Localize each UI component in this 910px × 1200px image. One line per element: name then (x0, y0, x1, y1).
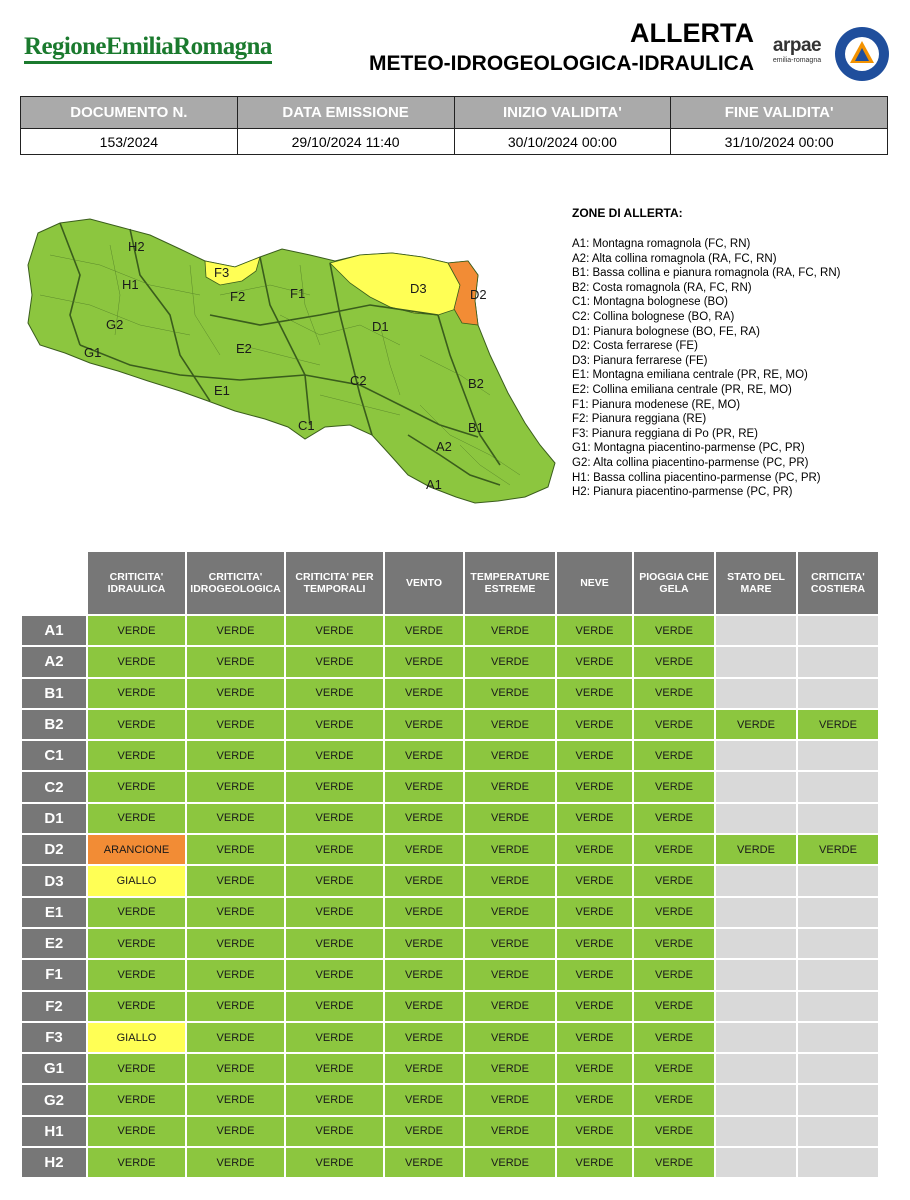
alert-level-cell: VERDE (286, 1148, 383, 1177)
zone-row-header: F2 (22, 992, 86, 1021)
alert-level-cell: VERDE (187, 1023, 284, 1052)
alert-level-cell: VERDE (286, 960, 383, 989)
zone-row-header: F3 (22, 1023, 86, 1052)
doc-number-header: DOCUMENTO N. (21, 97, 238, 129)
alert-level-cell: VERDE (557, 1054, 632, 1083)
zone-legend-item: H1: Bassa collina piacentino-parmense (PC, PR) (572, 471, 821, 484)
zone-row-header: B2 (22, 710, 86, 739)
zone-row-header: E1 (22, 898, 86, 927)
zone-legend-item: B1: Bassa collina e pianura romagnola (RA, FC, RN) (572, 267, 841, 280)
grid-column-header: PIOGGIA CHE GELA (634, 552, 714, 614)
alert-level-cell (798, 929, 878, 958)
alert-level-cell: VERDE (465, 898, 555, 927)
regione-logo (20, 30, 270, 66)
alert-level-cell: VERDE (88, 960, 185, 989)
map-label-c1: C1 (298, 418, 315, 433)
alert-level-cell (798, 1117, 878, 1146)
alert-level-cell: VERDE (634, 1085, 714, 1114)
map-label-h2: H2 (128, 239, 145, 254)
alert-level-cell: VERDE (88, 772, 185, 801)
alert-level-cell: VERDE (634, 1148, 714, 1177)
alert-level-cell (716, 772, 796, 801)
alert-level-cell: VERDE (465, 1117, 555, 1146)
alert-level-cell: VERDE (465, 835, 555, 864)
alert-level-cell (798, 647, 878, 676)
zone-legend-item: D1: Pianura bolognese (BO, FE, RA) (572, 325, 760, 338)
alert-level-cell (798, 898, 878, 927)
alert-level-cell: VERDE (385, 835, 463, 864)
alert-level-cell: VERDE (286, 898, 383, 927)
alert-level-cell: VERDE (385, 1148, 463, 1177)
zone-legend-item: G2: Alta collina piacentino-parmense (PC, PR) (572, 456, 809, 469)
valid-from-value: 30/10/2024 00:00 (454, 129, 671, 155)
zone-row-header: H2 (22, 1148, 86, 1177)
map-label-b2: B2 (468, 376, 484, 391)
alert-level-cell: VERDE (716, 835, 796, 864)
alert-level-cell: VERDE (798, 710, 878, 739)
grid-column-header: STATO DEL MARE (716, 552, 796, 614)
alert-level-cell: VERDE (557, 804, 632, 833)
alert-level-cell: VERDE (286, 1085, 383, 1114)
alert-level-cell (798, 1085, 878, 1114)
alert-level-cell: VERDE (286, 866, 383, 895)
alert-level-cell: VERDE (634, 1023, 714, 1052)
alert-level-cell: VERDE (88, 1085, 185, 1114)
alert-level-cell: VERDE (187, 679, 284, 708)
alert-level-cell: VERDE (634, 741, 714, 770)
alert-level-cell: VERDE (634, 1054, 714, 1083)
alert-level-cell: VERDE (465, 929, 555, 958)
alert-level-cell: VERDE (286, 772, 383, 801)
alert-level-cell (716, 616, 796, 645)
map-label-d1: D1 (372, 319, 389, 334)
alert-level-cell (798, 804, 878, 833)
grid-column-header: TEMPERATURE ESTREME (465, 552, 555, 614)
alert-level-cell (716, 960, 796, 989)
alert-level-cell (716, 929, 796, 958)
table-row (22, 929, 878, 958)
alert-level-cell: VERDE (465, 866, 555, 895)
alert-level-cell: VERDE (286, 710, 383, 739)
alert-level-cell: VERDE (557, 898, 632, 927)
alert-level-cell: VERDE (385, 960, 463, 989)
alert-level-cell: VERDE (465, 741, 555, 770)
grid-column-header: CRITICITA' COSTIERA (798, 552, 878, 614)
alert-level-cell: VERDE (634, 772, 714, 801)
alert-level-cell: VERDE (634, 960, 714, 989)
zone-row-header: C1 (22, 741, 86, 770)
alert-level-cell: VERDE (557, 710, 632, 739)
zone-legend-item: G1: Montagna piacentino-parmense (PC, PR) (572, 442, 805, 455)
alert-level-cell: VERDE (557, 679, 632, 708)
alert-level-cell: VERDE (286, 992, 383, 1021)
alert-level-cell (716, 804, 796, 833)
alert-level-cell: VERDE (187, 992, 284, 1021)
alert-level-cell (798, 1054, 878, 1083)
alert-level-cell (716, 1054, 796, 1083)
grid-column-header: VENTO (385, 552, 463, 614)
zone-row-header: G1 (22, 1054, 86, 1083)
alert-level-cell: VERDE (557, 616, 632, 645)
valid-from-header: INIZIO VALIDITA' (454, 97, 671, 129)
zone-row-header: D1 (22, 804, 86, 833)
alert-level-cell: VERDE (557, 866, 632, 895)
alert-grid (20, 550, 880, 1179)
zone-row-header: C2 (22, 772, 86, 801)
alert-level-cell: VERDE (634, 679, 714, 708)
zone-row-header: A1 (22, 616, 86, 645)
table-row (22, 866, 878, 895)
map-label-e1: E1 (214, 383, 230, 398)
table-row (22, 741, 878, 770)
table-row (22, 616, 878, 645)
civil-protection-logo-icon (834, 26, 890, 82)
alert-level-cell: VERDE (385, 898, 463, 927)
alert-level-cell: VERDE (557, 647, 632, 676)
alert-level-cell: VERDE (557, 960, 632, 989)
doc-number-value: 153/2024 (21, 129, 238, 155)
map-label-g2: G2 (106, 317, 124, 332)
page-title: ALLERTA (630, 18, 754, 48)
alert-level-cell: VERDE (286, 616, 383, 645)
alert-level-cell (798, 772, 878, 801)
alert-level-cell (716, 1085, 796, 1114)
zone-legend-item: C2: Collina bolognese (BO, RA) (572, 310, 735, 323)
alert-level-cell: VERDE (286, 1054, 383, 1083)
alert-level-cell (798, 866, 878, 895)
map-label-f1: F1 (290, 286, 306, 301)
zone-legend-item: E2: Collina emiliana centrale (PR, RE, MO) (572, 383, 792, 396)
zone-legend-item: F1: Pianura modenese (RE, MO) (572, 398, 741, 411)
alert-level-cell: ARANCIONE (88, 835, 185, 864)
map-label-b1: B1 (468, 420, 484, 435)
alert-level-cell (716, 1148, 796, 1177)
alert-level-cell: VERDE (465, 804, 555, 833)
map-label-e2: E2 (236, 341, 252, 356)
arpae-name: arpae (772, 35, 822, 56)
alert-level-cell: VERDE (465, 1085, 555, 1114)
alert-level-cell (798, 992, 878, 1021)
alert-level-cell: VERDE (286, 1117, 383, 1146)
alert-level-cell: VERDE (385, 1117, 463, 1146)
zone-legend-item: D3: Pianura ferrarese (FE) (572, 354, 708, 367)
zone-legend-item: F3: Pianura reggiana di Po (PR, RE) (572, 427, 759, 440)
alert-level-cell: VERDE (465, 960, 555, 989)
alert-level-cell: VERDE (716, 710, 796, 739)
alert-level-cell: VERDE (385, 804, 463, 833)
zone-legend-item: D2: Costa ferrarese (FE) (572, 340, 698, 353)
alert-level-cell: VERDE (286, 647, 383, 676)
alert-level-cell: VERDE (385, 679, 463, 708)
issue-date-value: 29/10/2024 11:40 (237, 129, 454, 155)
alert-level-cell (798, 1023, 878, 1052)
alert-level-cell: VERDE (187, 929, 284, 958)
alert-level-cell: VERDE (88, 992, 185, 1021)
zone-row-header: A2 (22, 647, 86, 676)
alert-level-cell: VERDE (187, 710, 284, 739)
alert-level-cell (716, 992, 796, 1021)
alert-level-cell: VERDE (88, 647, 185, 676)
alert-level-cell: VERDE (88, 898, 185, 927)
grid-column-header: CRITICITA' IDRAULICA (88, 552, 185, 614)
zone-row-header: G2 (22, 1085, 86, 1114)
alert-level-cell: VERDE (634, 866, 714, 895)
page-subtitle: METEO-IDROGEOLOGICA-IDRAULICA (369, 52, 754, 75)
alert-level-cell: VERDE (286, 1023, 383, 1052)
alert-level-cell: VERDE (557, 1148, 632, 1177)
table-row (22, 1148, 878, 1177)
map-label-h1: H1 (122, 277, 139, 292)
zone-row-header: F1 (22, 960, 86, 989)
alert-level-cell: VERDE (634, 835, 714, 864)
alert-level-cell: VERDE (465, 647, 555, 676)
alert-level-cell: VERDE (385, 1023, 463, 1052)
map-label-f2: F2 (230, 289, 246, 304)
alert-level-cell (716, 1117, 796, 1146)
alert-level-cell: VERDE (385, 992, 463, 1021)
regione-logo-text: RegioneEmiliaRomagna (24, 33, 272, 64)
alert-level-cell: VERDE (634, 992, 714, 1021)
alert-level-cell: VERDE (286, 741, 383, 770)
table-row (22, 992, 878, 1021)
map-label-a1: A1 (426, 477, 442, 492)
alert-level-cell: VERDE (187, 772, 284, 801)
alert-level-cell: VERDE (557, 741, 632, 770)
table-row (22, 1085, 878, 1114)
alert-level-cell: VERDE (286, 929, 383, 958)
zone-row-header: H1 (22, 1117, 86, 1146)
alert-level-cell: VERDE (385, 647, 463, 676)
table-row (22, 647, 878, 676)
alert-level-cell: VERDE (634, 804, 714, 833)
alert-level-cell: VERDE (187, 1148, 284, 1177)
alert-level-cell: VERDE (187, 1085, 284, 1114)
zone-legend-item: E1: Montagna emiliana centrale (PR, RE, MO) (572, 369, 808, 382)
alert-level-cell: VERDE (798, 835, 878, 864)
alert-level-cell: VERDE (385, 741, 463, 770)
alert-level-cell: VERDE (187, 647, 284, 676)
table-row (22, 1117, 878, 1146)
alert-level-cell: VERDE (385, 1085, 463, 1114)
map-region-shape (28, 219, 555, 503)
alert-level-cell: VERDE (187, 1117, 284, 1146)
alert-level-cell: VERDE (88, 1148, 185, 1177)
zone-legend-item: C1: Montagna bolognese (BO) (572, 296, 728, 309)
alert-level-cell (716, 1023, 796, 1052)
zones-legend-title: ZONE DI ALLERTA: (572, 206, 683, 220)
alert-level-cell (716, 679, 796, 708)
table-row (22, 835, 878, 864)
alert-level-cell: VERDE (187, 866, 284, 895)
alert-level-cell: VERDE (286, 679, 383, 708)
map-label-a2: A2 (436, 439, 452, 454)
alert-level-cell: VERDE (187, 1054, 284, 1083)
grid-corner (22, 552, 86, 614)
zones-legend-list (572, 237, 902, 500)
alert-level-cell (798, 1148, 878, 1177)
alert-level-cell (716, 741, 796, 770)
alert-level-cell: VERDE (634, 898, 714, 927)
table-row (22, 898, 878, 927)
alert-level-cell: VERDE (187, 741, 284, 770)
alert-level-cell: VERDE (187, 898, 284, 927)
alert-zones-map (20, 205, 565, 515)
zone-row-header: D2 (22, 835, 86, 864)
map-label-d2: D2 (470, 287, 487, 302)
map-label-g1: G1 (84, 345, 102, 360)
table-row (22, 960, 878, 989)
zone-legend-item: B2: Costa romagnola (RA, FC, RN) (572, 281, 752, 294)
alert-level-cell: VERDE (465, 710, 555, 739)
alert-level-cell: VERDE (634, 616, 714, 645)
alert-level-cell (798, 679, 878, 708)
alert-level-cell: VERDE (634, 929, 714, 958)
valid-to-value: 31/10/2024 00:00 (671, 129, 888, 155)
alert-level-cell: VERDE (385, 929, 463, 958)
alert-level-cell: VERDE (187, 960, 284, 989)
alert-level-cell: VERDE (465, 616, 555, 645)
arpae-sub: emilia-romagna (772, 57, 822, 64)
alert-level-cell: VERDE (465, 1148, 555, 1177)
alert-level-cell: VERDE (88, 679, 185, 708)
alert-level-cell: VERDE (634, 710, 714, 739)
alert-level-cell: VERDE (465, 679, 555, 708)
alert-level-cell: VERDE (557, 929, 632, 958)
zones-legend (572, 206, 902, 500)
alert-level-cell: VERDE (557, 1085, 632, 1114)
alert-level-cell: VERDE (465, 1023, 555, 1052)
map-label-d3: D3 (410, 281, 427, 296)
alert-level-cell: GIALLO (88, 866, 185, 895)
table-row (22, 804, 878, 833)
zone-legend-item: F2: Pianura reggiana (RE) (572, 413, 707, 426)
alert-level-cell (716, 647, 796, 676)
alert-level-cell: VERDE (187, 616, 284, 645)
zone-row-header: B1 (22, 679, 86, 708)
alert-level-cell (798, 741, 878, 770)
map-label-f3: F3 (214, 265, 230, 280)
alert-level-cell (716, 866, 796, 895)
alert-level-cell (716, 898, 796, 927)
valid-to-header: FINE VALIDITA' (671, 97, 888, 129)
document-info-table (20, 96, 888, 155)
map-label-c2: C2 (350, 373, 367, 388)
alert-level-cell: VERDE (634, 1117, 714, 1146)
zone-row-header: E2 (22, 929, 86, 958)
alert-level-cell: VERDE (88, 929, 185, 958)
alert-level-cell: VERDE (465, 772, 555, 801)
alert-level-cell: VERDE (557, 992, 632, 1021)
alert-level-cell: VERDE (88, 616, 185, 645)
alert-level-cell: VERDE (88, 741, 185, 770)
alert-level-cell (798, 960, 878, 989)
alert-level-cell: VERDE (557, 1117, 632, 1146)
alert-level-cell: VERDE (88, 804, 185, 833)
arpae-logo (764, 36, 830, 65)
alert-level-cell: VERDE (385, 772, 463, 801)
alert-level-cell: VERDE (286, 804, 383, 833)
alert-level-cell: VERDE (634, 647, 714, 676)
table-row (22, 772, 878, 801)
table-row (22, 1023, 878, 1052)
alert-level-cell: VERDE (88, 710, 185, 739)
alert-level-cell: VERDE (286, 835, 383, 864)
alert-level-cell: VERDE (557, 1023, 632, 1052)
alert-level-cell: VERDE (88, 1117, 185, 1146)
alert-level-cell: VERDE (557, 772, 632, 801)
grid-column-header: CRITICITA' PER TEMPORALI (286, 552, 383, 614)
alert-level-cell: VERDE (385, 866, 463, 895)
alert-level-cell (798, 616, 878, 645)
alert-level-cell: VERDE (187, 835, 284, 864)
alert-level-cell: VERDE (465, 1054, 555, 1083)
alert-level-cell: VERDE (385, 1054, 463, 1083)
table-row (22, 1054, 878, 1083)
zone-legend-item: A2: Alta collina romagnola (RA, FC, RN) (572, 252, 777, 265)
table-row (22, 710, 878, 739)
alert-level-cell: VERDE (385, 616, 463, 645)
zone-legend-item: H2: Pianura piacentino-parmense (PC, PR) (572, 486, 793, 499)
alert-level-cell: GIALLO (88, 1023, 185, 1052)
alert-level-cell: VERDE (88, 1054, 185, 1083)
alert-level-cell: VERDE (557, 835, 632, 864)
grid-column-header: NEVE (557, 552, 632, 614)
issue-date-header: DATA EMISSIONE (237, 97, 454, 129)
zone-row-header: D3 (22, 866, 86, 895)
alert-level-cell: VERDE (465, 992, 555, 1021)
zone-legend-item: A1: Montagna romagnola (FC, RN) (572, 238, 751, 250)
alert-level-cell: VERDE (385, 710, 463, 739)
table-row (22, 679, 878, 708)
grid-column-header: CRITICITA' IDROGEOLOGICA (187, 552, 284, 614)
alert-level-cell: VERDE (187, 804, 284, 833)
